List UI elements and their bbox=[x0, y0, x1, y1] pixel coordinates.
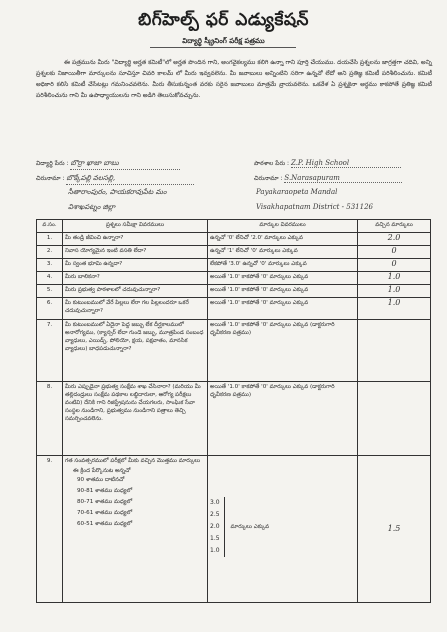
row-marks: లేకపోతే '3.0' ఉన్నచో '0' మార్కులు ఎక్కువ bbox=[208, 259, 358, 272]
table-row bbox=[37, 320, 431, 382]
points-list bbox=[210, 497, 225, 557]
range-item: 60-51 శాతము మధ్యలో bbox=[77, 521, 133, 527]
table-row bbox=[37, 233, 431, 246]
student-address-line1: బొక్కేపల్లి వలసల్లి, bbox=[66, 174, 194, 185]
row9-ranges bbox=[65, 475, 205, 530]
form-subtitle: విద్యార్థి స్క్రీనింగ్ పరీక్ష పత్రము bbox=[182, 37, 265, 45]
row-question: మీ తండ్రి జీవించి ఉన్నారా? bbox=[63, 233, 208, 246]
school-name-label: పాఠశాల పేరు : bbox=[254, 160, 290, 167]
school-address-line1: S.Narasapuram bbox=[284, 174, 402, 183]
student-name-field bbox=[36, 159, 180, 170]
school-name-value: Z.P. High School bbox=[291, 159, 401, 168]
table-header-row bbox=[37, 220, 431, 233]
col-header-question: ప్రశ్నలు సమీక్షా వివరములు bbox=[63, 220, 208, 233]
row-number: 5. bbox=[37, 285, 63, 298]
row-question: మీ కుటుంబములో ఏదైనా పెద్ద జబ్బు లేక దీర్ఘకాలములో అనారోగ్యము, (క్యాన్సర్ లేదా గుండె జబ్బు, మూత్రపిండ సంబంధ వ్యాధులు, ఎయిడ్స్, పోలియో, క్షయ, పక్షవాతం, మానసిక వ్యాధులు) బాధపడుచున్నారా? bbox=[63, 320, 208, 382]
student-address-line3: విశాఖపట్నం జిల్లా bbox=[68, 203, 116, 211]
point-item: 2.0 bbox=[210, 523, 220, 530]
row-question: నివాస యోగ్యమైన ఇంటి వసతి లేదా? bbox=[63, 246, 208, 259]
point-item: 3.0 bbox=[210, 499, 220, 506]
row-number: 4. bbox=[37, 272, 63, 285]
row-score bbox=[358, 320, 431, 382]
point-item: 1.5 bbox=[210, 535, 220, 542]
row-marks bbox=[208, 456, 358, 603]
school-address-line3: Visakhapatnam District - 531126 bbox=[256, 203, 373, 211]
school-address-line2: Payakaraopeta Mandal bbox=[256, 188, 338, 196]
page-title: బిగ్‌హెల్ప్ ఫర్ ఎడ్యుకేషన్ bbox=[138, 10, 309, 30]
table-row bbox=[37, 272, 431, 285]
row-score: 1.0 bbox=[358, 285, 431, 298]
row-question: మీరు ఎప్పుడైనా ప్రభుత్వ సంక్షేమ శాఖ చేసినారా? (మరియు మీ తల్లిదండ్రులు సంక్షేమ పథకాల లబ్ధిదారులా, ఆరోగ్య పరీక్షలు వంటివి) దేనికి గాని రిజిస్ట్రేషనును చేయగలరు, సాంఘిక సేవా సంస్థల నుండిగాని, ప్రభుత్వము నుండిగాని పత్రాలు తెచ్చి సమర్పించవలెను. bbox=[63, 382, 208, 456]
row-question bbox=[63, 456, 208, 603]
point-item: 2.5 bbox=[210, 511, 220, 518]
marks-scale bbox=[210, 497, 355, 557]
range-item: 70-61 శాతము మధ్యలో bbox=[77, 510, 133, 516]
instructions-paragraph: ఈ పత్రమును మీరు "విద్యార్థి అర్హత కమిటీ"లో అర్హత పొందిన గాని, అంగవైకల్యము కలిగి ఉన్నా గాని పూర్తి చేయుము. దయచేసి ప్రశ్నలను జాగ్రత్తగా చదివి, అన్ని ప్రశ్నలకు నిజాయితీగా మార్కులను సూచిస్తూ చివరి కాలమ్ లో మీరు ఇవ్వవలెను. మీ జవాబులు అన్నింటిని సరిగా ఉన్నవో లేదో అని ప్రతిజ్ఞ కమిటీ పరిశీలించును. కమిటీ అధికారి కలిసి కమిటీ చేసేటట్లు గమనించవలెను. మీరు తీసుకున్నంత వరకు సరైన జవాబులు మాత్రమే వ్రాయవలెను. ఒకవేళ ఏ ప్రశ్నకైనా అర్ధము కాకపోతే ప్రతిజ్ఞ కమిటీ పరిశీలించును గాని మీ ఉపాధ్యాయులను గాని అడిగి తెలుసుకోవచ్చును. bbox=[36, 59, 432, 99]
row-score: 2.0 bbox=[358, 233, 431, 246]
row-score: 0 bbox=[358, 259, 431, 272]
row-score bbox=[358, 382, 431, 456]
row-marks: అయితే '1.0' కాకపోతే '0' మార్కులు ఎక్కువ bbox=[208, 298, 358, 320]
table-row bbox=[37, 298, 431, 320]
table-row bbox=[37, 259, 431, 272]
screening-table bbox=[36, 219, 431, 603]
table-row bbox=[37, 456, 431, 603]
row-number: 7. bbox=[37, 320, 63, 382]
row-score: 0 bbox=[358, 246, 431, 259]
subtitle-underline bbox=[150, 47, 296, 48]
table-row bbox=[37, 382, 431, 456]
row-question: మీరు ప్రభుత్వ పాఠశాలలో చదువుచున్నారా? bbox=[63, 285, 208, 298]
row-number: 9. bbox=[37, 456, 63, 603]
row-number: 2. bbox=[37, 246, 63, 259]
col-header-score: వచ్చిన మార్కులు bbox=[358, 220, 431, 233]
row9-intro: ఈ క్రింద పేర్కొనుట అన్నచో bbox=[73, 468, 131, 474]
point-item: 1.0 bbox=[210, 547, 220, 554]
row-number: 8. bbox=[37, 382, 63, 456]
row-question: మీ కుటుంబములో వేరే పిల్లలు లేరా గల పిల్లలందరూ ఒకరే చదువుచున్నారా? bbox=[63, 298, 208, 320]
table-row bbox=[37, 246, 431, 259]
school-address-label: చిరునామా : bbox=[254, 175, 283, 182]
row-question: మీరు బాలికనా? bbox=[63, 272, 208, 285]
row-number: 1. bbox=[37, 233, 63, 246]
row-score: 1.0 bbox=[358, 272, 431, 285]
range-item: 80-71 శాతము మధ్యలో bbox=[77, 499, 133, 505]
student-address-field bbox=[36, 174, 194, 185]
student-name-value: బొర్రా ఖాజా బాబు bbox=[70, 159, 180, 170]
row-marks: అయితే '1.0' కాకపోతే '0' మార్కులు ఎక్కువ bbox=[208, 272, 358, 285]
range-item: 90-81 శాతము మధ్యలో bbox=[77, 488, 133, 494]
row-marks: ఉన్నచో '0' లేనిచో '2.0' మార్కులు ఎక్కువ bbox=[208, 233, 358, 246]
range-item: 90 శాతము దాటినచో bbox=[77, 477, 125, 483]
row9-marks-label: మార్కులు ఎక్కువ bbox=[230, 524, 270, 530]
row-score: 1.5 bbox=[358, 456, 431, 603]
student-name-label: విద్యార్థి పేరు : bbox=[36, 160, 69, 167]
student-address-line2: సీతారాంపురం, పాయకరావుపేట మం bbox=[68, 188, 167, 196]
school-address-field bbox=[254, 174, 402, 183]
row-question: మీ స్వంత భూమి ఉన్నదా? bbox=[63, 259, 208, 272]
col-header-marks: మార్కుల వివరములు bbox=[208, 220, 358, 233]
col-header-number: వ.సం. bbox=[37, 220, 63, 233]
table-row bbox=[37, 285, 431, 298]
row-marks: ఉన్నచో '1' లేనిచో '0' మార్కులు ఎక్కువ bbox=[208, 246, 358, 259]
row-marks: అయితే '1.0' కాకపోతే '0' మార్కులు ఎక్కువ (డాక్టరుగారి ధృవీకరణ పత్రము) bbox=[208, 320, 358, 382]
row-score: 1.0 bbox=[358, 298, 431, 320]
row-number: 6. bbox=[37, 298, 63, 320]
student-address-label: చిరునామా : bbox=[36, 175, 65, 182]
school-name-field bbox=[254, 159, 401, 168]
row-question-text: గత సంవత్సరములో పరీక్షలో మీకు వచ్చిన మొత్తము మార్కులు bbox=[65, 458, 201, 464]
row-number: 3. bbox=[37, 259, 63, 272]
row-marks: అయితే '1.0' కాకపోతే '0' మార్కులు ఎక్కువ (డాక్టరుగారి ధృవీకరణ పత్రము) bbox=[208, 382, 358, 456]
row-marks: అయితే '1.0' కాకపోతే '0' మార్కులు ఎక్కువ bbox=[208, 285, 358, 298]
